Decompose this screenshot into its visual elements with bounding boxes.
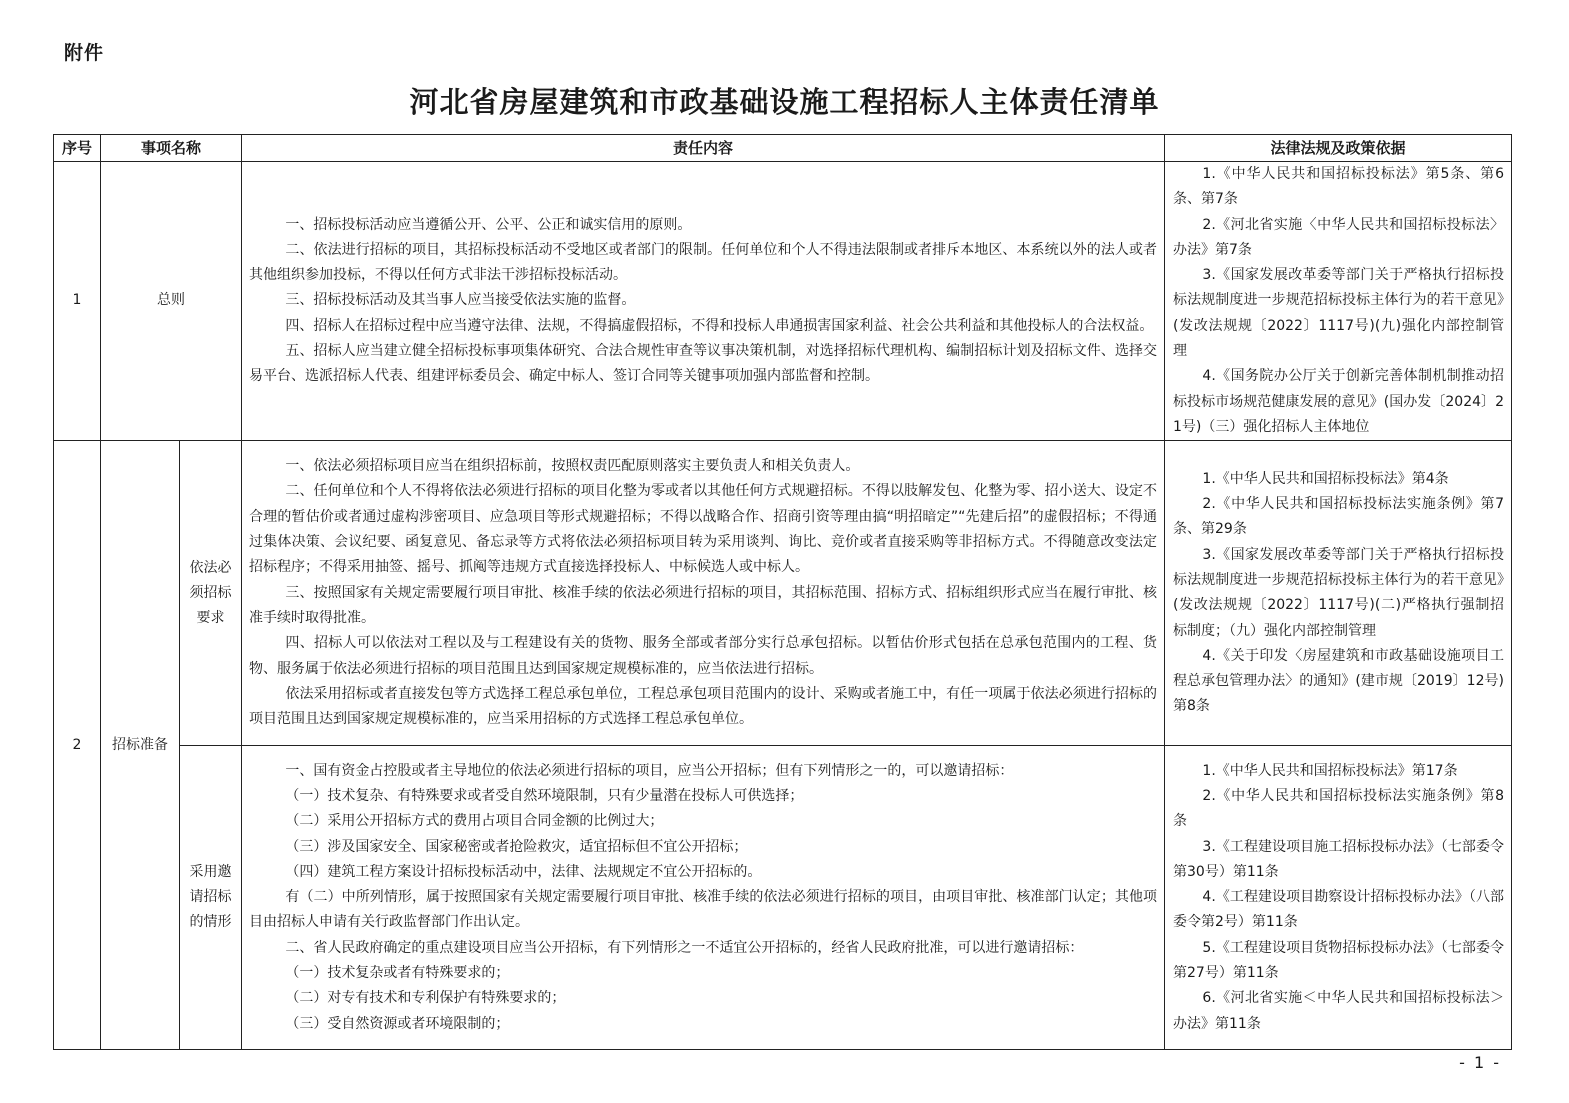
content-paragraph: （三）涉及国家安全、国家秘密或者抢险救灾，适宜招标但不宜公开招标； xyxy=(285,838,748,855)
row-item-name: 总则 xyxy=(101,162,242,441)
basis-item: 2.《中华人民共和国招标投标法实施条例》第8条 xyxy=(1173,787,1505,830)
header-item: 事项名称 xyxy=(101,135,242,162)
basis-item: 1.《中华人民共和国招标投标法》第4条 xyxy=(1202,470,1449,487)
legal-basis xyxy=(1165,441,1512,746)
page-number: - 1 - xyxy=(1459,1053,1501,1072)
basis-item: 4.《关于印发〈房屋建筑和市政基础设施项目工程总承包管理办法〉的通知》(建市规〔2019〕12号)第8条 xyxy=(1173,647,1505,715)
sub-item-name: 依法必须招标要求 xyxy=(180,441,242,746)
content-paragraph: （二）对专有技术和专利保护有特殊要求的； xyxy=(285,990,566,1007)
header-basis: 法律法规及政策依据 xyxy=(1165,135,1512,162)
sub-item-name: 采用邀请招标的情形 xyxy=(180,746,242,1050)
table-row xyxy=(54,162,1512,441)
basis-item: 3.《工程建设项目施工招标投标办法》（七部委令第30号）第11条 xyxy=(1173,838,1505,880)
content-paragraph: 二、任何单位和个人不得将依法必须进行招标的项目化整为零或者以其他任何方式规避招标。不得以肢解发包、化整为零、招小送大、设定不合理的暂估价或者通过虚构涉密项目、应急项目等形式规避招标；不得以战略合作、招商引资等理由搞“明招暗定”“先建后招”的虚假招标；不得通过集体决策、会议纪要、函复意见、备忘录等方式将依法必须招标项目转为采用谈判、询比、竞价或者直接采购等非招标方式。不得随意改变法定招标程序；不得采用抽签、摇号、抓阄等违规方式直接选择投标人、中标候选人或中标人。 xyxy=(249,483,1158,576)
row-seq: 1 xyxy=(54,162,101,441)
responsibility-content xyxy=(242,162,1165,441)
row-seq: 2 xyxy=(54,441,101,1050)
content-paragraph: 三、按照国家有关规定需要履行项目审批、核准手续的依法必须进行招标的项目，其招标范围、招标方式、招标组织形式应当在履行审批、核准手续时取得批准。 xyxy=(249,584,1158,626)
content-paragraph: 四、招标人可以依法对工程以及与工程建设有关的货物、服务全部或者部分实行总承包招标。以暂估价形式包括在总承包范围内的工程、货物、服务属于依法必须进行招标的项目范围且达到国家规定规模标准的，应当依法进行招标。 xyxy=(249,635,1158,677)
content-paragraph: （四）建筑工程方案设计招标投标活动中，法律、法规规定不宜公开招标的。 xyxy=(285,863,762,880)
basis-item: 4.《国务院办公厅关于创新完善体制机制推动招标投标市场规范健康发展的意见》(国办发〔2024〕21号)（三）强化招标人主体地位 xyxy=(1173,368,1505,435)
content-paragraph: （一）技术复杂、有特殊要求或者受自然环境限制，只有少量潜在投标人可供选择； xyxy=(285,787,804,804)
content-paragraph: 二、省人民政府确定的重点建设项目应当公开招标，有下列情形之一不适宜公开招标的，经省人民政府批准，可以进行邀请招标： xyxy=(285,939,1084,956)
content-paragraph: 二、依法进行招标的项目，其招标投标活动不受地区或者部门的限制。任何单位和个人不得违法限制或者排斥本地区、本系统以外的法人或者其他组织参加投标，不得以任何方式非法干涉招标投标活动。 xyxy=(249,241,1158,284)
basis-item: 3.《国家发展改革委等部门关于严格执行招标投标法规制度进一步规范招标投标主体行为的若干意见》(发改法规规〔2022〕1117号)(二)严格执行强制招标制度；（九）强化内部控制管理 xyxy=(1173,546,1505,639)
basis-item: 2.《河北省实施〈中华人民共和国招标投标法〉办法》第7条 xyxy=(1173,216,1505,258)
content-paragraph: 依法采用招标或者直接发包等方式选择工程总承包单位，工程总承包项目范围内的设计、采购或者施工中，有任一项属于依法必须进行招标的项目范围且达到国家规定规模标准的，应当采用招标的方式选择工程总承包单位。 xyxy=(249,685,1158,728)
header-content: 责任内容 xyxy=(242,135,1165,162)
basis-item: 1.《中华人民共和国招标投标法》第17条 xyxy=(1202,762,1458,779)
responsibility-content xyxy=(242,746,1165,1050)
table-row xyxy=(54,746,1512,1050)
content-paragraph: 一、依法必须招标项目应当在组织招标前，按照权责匹配原则落实主要负责人和相关负责人。 xyxy=(285,458,860,475)
content-paragraph: 四、招标人在招标过程中应当遵守法律、法规，不得搞虚假招标，不得和投标人串通损害国家利益、社会公共利益和其他投标人的合法权益。 xyxy=(285,317,1154,334)
content-paragraph: （一）技术复杂或者有特殊要求的； xyxy=(285,965,510,981)
basis-item: 1.《中华人民共和国招标投标法》第5条、第6条、第7条 xyxy=(1173,166,1505,208)
table-row xyxy=(54,441,1512,746)
table-header-row xyxy=(54,135,1512,162)
basis-item: 2.《中华人民共和国招标投标法实施条例》第7条、第29条 xyxy=(1173,496,1505,538)
content-paragraph: （三）受自然资源或者环境限制的； xyxy=(285,1015,510,1032)
row-item-name: 招标准备 xyxy=(101,441,180,1050)
content-paragraph: 五、招标人应当建立健全招标投标事项集体研究、合法合规性审查等议事决策机制，对选择招标代理机构、编制招标计划及招标文件、选择交易平台、选派招标人代表、组建评标委员会、确定中标人、签订合同等关键事项加强内部监督和控制。 xyxy=(249,343,1158,385)
basis-item: 4.《工程建设项目勘察设计招标投标办法》（八部委令第2号）第11条 xyxy=(1173,889,1505,931)
content-paragraph: 三、招标投标活动及其当事人应当接受依法实施的监督。 xyxy=(285,292,636,309)
legal-basis xyxy=(1165,746,1512,1050)
responsibility-content xyxy=(242,441,1165,746)
basis-item: 6.《河北省实施＜中华人民共和国招标投标法＞办法》第11条 xyxy=(1173,990,1505,1032)
legal-basis xyxy=(1165,162,1512,441)
responsibility-table xyxy=(53,134,1512,1050)
content-paragraph: 一、招标投标活动应当遵循公开、公平、公正和诚实信用的原则。 xyxy=(285,216,692,233)
content-paragraph: 一、国有资金占控股或者主导地位的依法必须进行招标的项目，应当公开招标；但有下列情形之一的，可以邀请招标： xyxy=(285,762,1014,779)
header-seq: 序号 xyxy=(54,135,101,162)
attachment-label: 附件 xyxy=(64,42,105,64)
basis-item: 3.《国家发展改革委等部门关于严格执行招标投标法规制度进一步规范招标投标主体行为的若干意见》(发改法规规〔2022〕1117号)(九)强化内部控制管理 xyxy=(1173,267,1505,360)
document-title: 河北省房屋建筑和市政基础设施工程招标人主体责任清单 xyxy=(409,85,1160,119)
basis-item: 5.《工程建设项目货物招标投标办法》（七部委令第27号）第11条 xyxy=(1173,939,1505,981)
content-paragraph: 有（二）中所列情形，属于按照国家有关规定需要履行项目审批、核准手续的依法必须进行招标的项目，由项目审批、核准部门认定；其他项目由招标人申请有关行政监督部门作出认定。 xyxy=(249,889,1158,931)
content-paragraph: （二）采用公开招标方式的费用占项目合同金额的比例过大； xyxy=(285,813,664,830)
